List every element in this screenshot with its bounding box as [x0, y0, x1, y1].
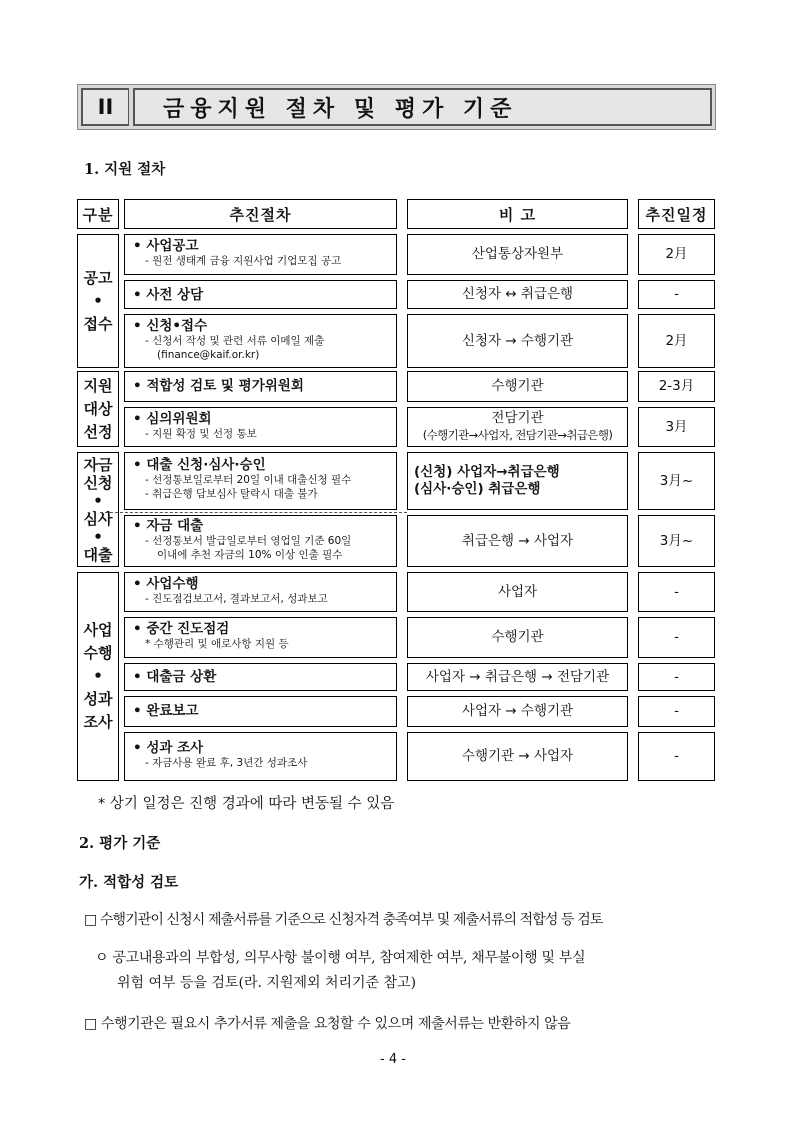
- procedure-detail: - 지원 확정 및 선정 통보: [145, 428, 257, 440]
- procedure-detail: * 수행관리 및 애로사항 지원 등: [145, 638, 289, 650]
- schedule-cell: -: [638, 732, 715, 781]
- remark-text: 신청자 ↔ 취급은행: [461, 286, 574, 302]
- schedule-cell: -: [638, 280, 715, 309]
- procedure-detail: - 신청서 작성 및 관련 서류 이메일 제출: [145, 335, 325, 347]
- remark-text: 전담기관: [491, 410, 544, 426]
- procedure-detail: - 선정통보일로부터 20일 이내 대출신청 필수: [145, 474, 352, 486]
- remark-text: 수행기관: [491, 378, 544, 394]
- chapter-number: II: [81, 88, 129, 126]
- category-line: 선정: [83, 422, 113, 441]
- paragraph-1: □ 수행기관이 신청시 제출서류를 기준으로 신청자격 충족여부 및 제출서류의 적합성 등 검토: [84, 912, 603, 928]
- category-line: 조사: [83, 713, 113, 731]
- procedure-title: • 사업수행: [133, 576, 199, 592]
- procedure-cell: [124, 314, 397, 368]
- procedure-detail: (finance@kaif.or.kr): [157, 348, 260, 361]
- procedure-cell: [124, 234, 397, 275]
- procedure-detail: - 자금사용 완료 후, 3년간 성과조사: [145, 757, 308, 769]
- paragraph-2-line-2: 위험 여부 등을 검토(라. 지원제외 처리기준 참고): [117, 975, 417, 991]
- schedule-cell: -: [638, 617, 715, 658]
- remark-text: 신청자 → 수행기관: [461, 332, 574, 349]
- schedule-cell: -: [638, 663, 715, 691]
- category-line: 지원: [83, 376, 113, 395]
- procedure-cell: [124, 617, 397, 658]
- category-line: •: [93, 291, 103, 310]
- remark-text: (심사·승인) 취급은행: [414, 481, 541, 497]
- schedule-cell: 3月~: [638, 452, 715, 510]
- remark-cell: [407, 696, 628, 727]
- category-line: 사업: [83, 621, 113, 639]
- procedure-title: • 신청•접수: [133, 318, 208, 334]
- chapter-title: 금융지원 절차 및 평가 기준: [133, 88, 712, 126]
- procedure-detail: 이내에 추천 자금의 10% 이상 인출 필수: [157, 548, 343, 561]
- procedure-detail: - 취급은행 담보심사 탈락시 대출 불가: [145, 487, 318, 500]
- procedure-cell: [124, 696, 397, 727]
- remark-text: (신청) 사업자→취급은행: [414, 464, 560, 480]
- remark-text: 수행기관 → 사업자: [461, 748, 574, 764]
- procedure-title: • 완료보고: [133, 703, 199, 719]
- remark-cell: [407, 314, 628, 368]
- row-divider: [100, 512, 407, 513]
- category-line: 접수: [83, 314, 113, 333]
- remark-cell: [407, 572, 628, 612]
- category-performance: [77, 572, 119, 781]
- remark-cell: [407, 617, 628, 658]
- paragraph-2-line-1: ㅇ 공고내용과의 부합성, 의무사항 불이행 여부, 참여제한 여부, 채무불이행 및 부실: [95, 950, 586, 966]
- procedure-cell: [124, 371, 397, 402]
- remark-cell: [407, 515, 628, 567]
- remark-cell: [407, 280, 628, 309]
- category-line: 신청: [83, 473, 113, 492]
- remark-text: 산업통상자원부: [471, 246, 564, 262]
- page-number: - 4 -: [380, 1052, 406, 1067]
- procedure-cell: [124, 572, 397, 612]
- category-line: 성과: [83, 690, 113, 708]
- table-header-procedure: 추진절차: [124, 199, 397, 229]
- procedure-detail: - 선정통보서 발급일로부터 영업일 기준 60일: [145, 535, 352, 547]
- schedule-cell: 3月~: [638, 515, 715, 567]
- category-loan: [77, 452, 119, 567]
- schedule-cell: 3月: [638, 407, 715, 447]
- table-header-remarks: 비 고: [407, 199, 628, 229]
- schedule-cell: 2月: [638, 314, 715, 368]
- remark-text: 사업자: [497, 583, 538, 600]
- category-line: •: [93, 667, 103, 685]
- schedule-cell: 2月: [638, 234, 715, 275]
- category-selection: [77, 371, 119, 447]
- category-line: •: [93, 527, 103, 546]
- remark-text: 사업자 → 수행기관: [461, 703, 574, 719]
- procedure-title: • 사업공고: [133, 238, 199, 254]
- section-heading-2: 2. 평가 기준: [79, 835, 161, 852]
- schedule-note: * 상기 일정은 진행 경과에 따라 변동될 수 있음: [98, 796, 395, 812]
- procedure-title: • 중간 진도점검: [133, 621, 230, 637]
- procedure-title: • 사전 상담: [133, 287, 204, 303]
- schedule-cell: -: [638, 572, 715, 612]
- procedure-cell: [124, 407, 397, 447]
- procedure-title: • 자금 대출: [133, 518, 204, 534]
- remark-text: 수행기관: [491, 629, 544, 645]
- category-line: •: [93, 491, 103, 510]
- procedure-cell: [124, 663, 397, 691]
- paragraph-3: □ 수행기관은 필요시 추가서류 제출을 요청할 수 있으며 제출서류는 반환하지 않음: [84, 1016, 571, 1032]
- procedure-title: • 심의위원회: [133, 411, 212, 427]
- schedule-cell: 2-3月: [638, 371, 715, 402]
- schedule-cell: -: [638, 696, 715, 727]
- remark-text: 사업자 → 취급은행 → 전담기관: [425, 668, 610, 685]
- remark-text: 취급은행 → 사업자: [461, 532, 574, 549]
- remark-text: (수행기관→사업자, 전담기관→취급은행): [422, 428, 613, 442]
- procedure-cell: [124, 732, 397, 781]
- remark-cell: [407, 663, 628, 691]
- procedure-title: • 대출 신청·심사·승인: [133, 457, 266, 473]
- remark-cell: [407, 407, 628, 447]
- procedure-title: • 성과 조사: [133, 740, 204, 756]
- remark-cell: [407, 732, 628, 781]
- procedure-cell: [124, 280, 397, 309]
- remark-cell: [407, 234, 628, 275]
- category-line: 심사: [83, 509, 113, 528]
- section-heading-1: 1. 지원 절차: [84, 161, 166, 178]
- procedure-title: • 적합성 검토 및 평가위원회: [133, 378, 304, 394]
- category-announcement: [77, 234, 119, 368]
- procedure-detail: - 진도점검보고서, 결과보고서, 성과보고: [145, 593, 328, 605]
- procedure-cell: [124, 452, 397, 510]
- category-line: 대출: [83, 545, 113, 564]
- remark-cell: [407, 452, 628, 510]
- category-line: 수행: [83, 644, 113, 662]
- category-line: 대상: [83, 399, 113, 418]
- procedure-detail: - 원전 생태계 금융 지원사업 기업모집 공고: [145, 255, 342, 267]
- remark-cell: [407, 371, 628, 402]
- table-header-schedule: 추진일정: [638, 199, 715, 229]
- category-line: 공고: [83, 268, 113, 287]
- table-header-category: 구분: [77, 199, 119, 229]
- subsection-heading-a: 가. 적합성 검토: [79, 874, 179, 891]
- procedure-cell: [124, 515, 397, 567]
- category-line: 자금: [83, 455, 113, 474]
- procedure-title: • 대출금 상환: [133, 669, 217, 685]
